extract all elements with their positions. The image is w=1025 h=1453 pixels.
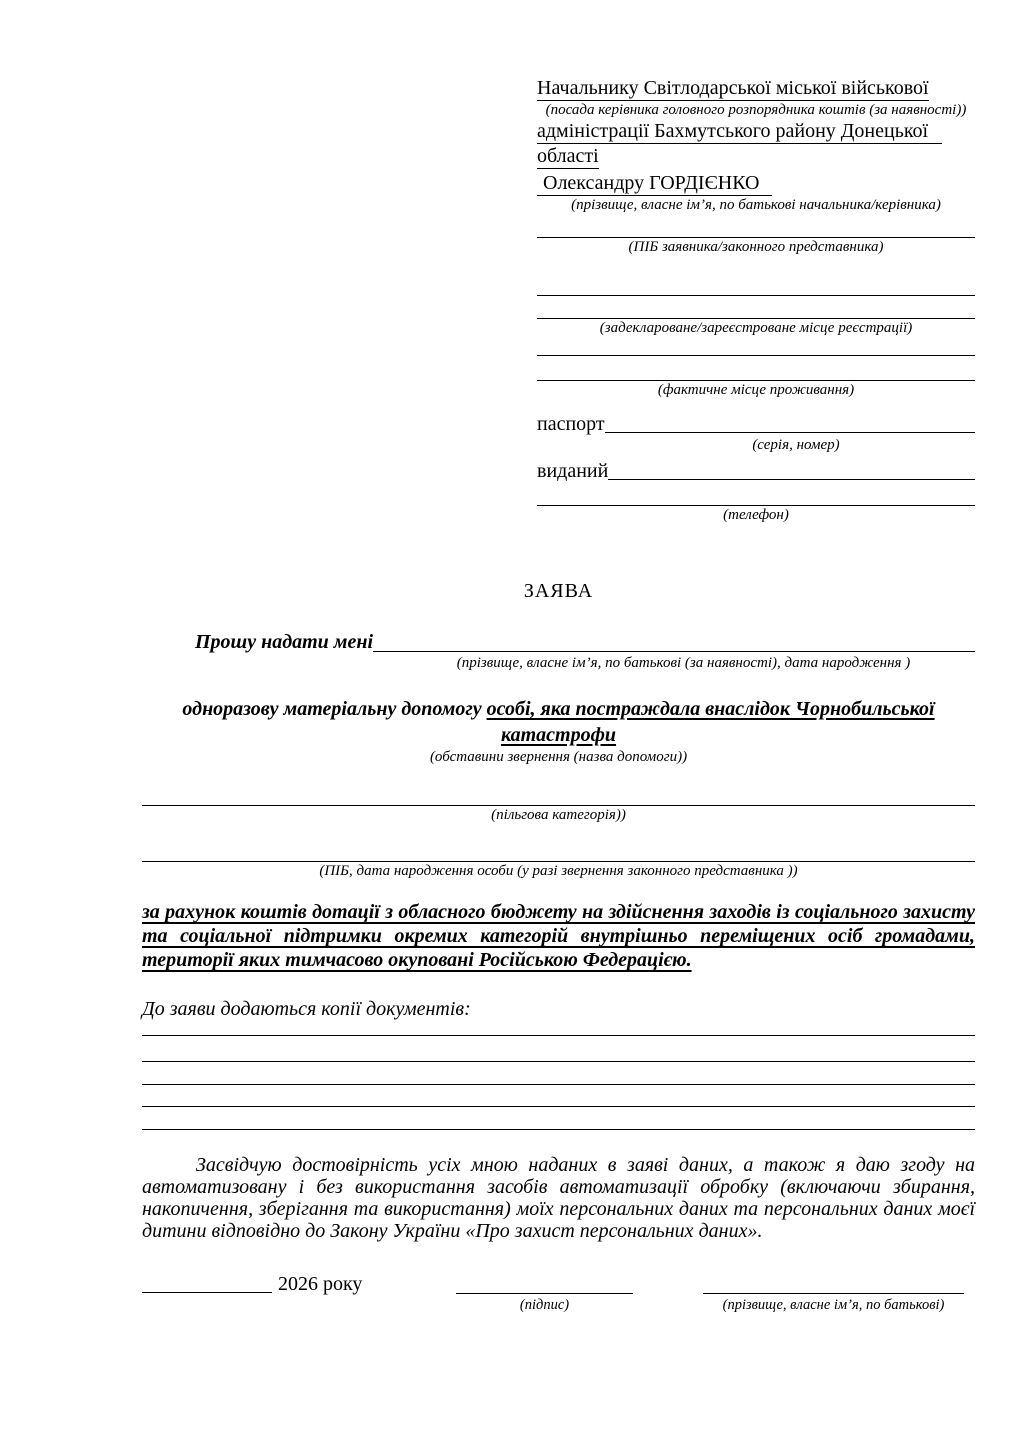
fullname-group: [703, 1272, 964, 1314]
addressee-line-3: [537, 144, 975, 169]
signature-field: [456, 1272, 633, 1294]
attachment-line-3: [142, 1084, 975, 1085]
issued-field: [608, 479, 975, 480]
addressee-line-2: [537, 119, 975, 144]
aid-clause-plain: одноразову матеріальну допомогу: [182, 698, 482, 720]
request-name-field: [373, 651, 975, 652]
aid-clause: [142, 696, 975, 748]
passport-label: паспорт: [537, 413, 605, 435]
caption-circumstances: (обставини звернення (назва допомоги)): [429, 749, 688, 765]
caption-registered-address: (задеклароване/зареєстроване місце реєстрації): [599, 320, 913, 336]
addressee-line-1-text: Начальнику Світлодарської міської військової: [537, 77, 929, 99]
signature-footer: [142, 1272, 975, 1314]
caption-fullname: (прізвище, власне ім’я, по батькові): [722, 1297, 945, 1313]
actual-address-field-1: [537, 355, 975, 356]
caption-request-name: (прізвище, власне ім’я, по батькові (за наявності), дата народження ): [456, 655, 911, 671]
addressee-block: [537, 0, 975, 524]
attachment-line-2: [142, 1061, 975, 1062]
signature-group: [456, 1272, 633, 1314]
document-body: [142, 580, 975, 1314]
caption-representative: (ПІБ, дата народження особи (у разі звернення законного представника )): [319, 863, 798, 879]
passport-field: [605, 432, 975, 433]
attachment-line-4: [142, 1106, 975, 1107]
attachment-line-1: [142, 1035, 975, 1036]
date-group: [142, 1272, 442, 1296]
attachments-lead: До заяви додаються копії документів:: [142, 998, 471, 1020]
addressee-name-line: [537, 171, 975, 196]
caption-passport: (серія, номер): [752, 437, 840, 453]
caption-actual-address: (фактичне місце проживання): [657, 382, 855, 398]
funding-clause: за рахунок коштів дотації з обласного бюджету на здійснення заходів із соціального захисту та соціальної підтримки окремих категорій внутрішньо переміщених осіб громадами, території яких тимчасово окуповані Російською Федерацією.: [142, 901, 975, 971]
addressee-line-3-text: області: [537, 145, 599, 167]
caption-category: (пільгова категорія)): [491, 807, 626, 823]
caption-applicant-name: (ПІБ заявника/законного представника): [628, 239, 884, 255]
passport-row: [537, 412, 975, 436]
document-title: ЗАЯВА: [523, 580, 594, 602]
addressee-name-text: Олександру ГОРДІЄНКО: [537, 172, 772, 196]
attachment-line-5: [142, 1129, 975, 1130]
issued-label: виданий: [537, 460, 609, 482]
request-row: [142, 630, 975, 654]
request-lead: Прошу надати мені: [195, 631, 374, 653]
caption-head-name: (прізвище, власне ім’я, по батькові начальника/керівника): [571, 197, 941, 213]
caption-head-position: (посада керівника головного розпорядника коштів (за наявності)): [545, 102, 967, 118]
date-field: [142, 1292, 272, 1293]
year-label: 2026 року: [278, 1273, 363, 1295]
caption-signature: (підпис): [519, 1297, 570, 1313]
issued-row: [537, 459, 975, 483]
addressee-line-1: [537, 76, 975, 101]
aid-clause-underlined: особі, яка постраждала внаслідок Чорнобильської катастрофи: [486, 698, 935, 746]
caption-phone: (телефон): [723, 507, 789, 523]
registered-address-field-1: [537, 295, 975, 296]
fullname-field: [703, 1272, 964, 1294]
consent-paragraph: Засвідчую достовірність усіх мною наданих в заяві даних, а також я даю згоду на автоматизовану і без використання засобів автоматизації обробку (включаючи збирання, накопичення, зберігання та використання) моїх персональних даних та персональних даних моєї дитини відповідно до Закону України «Про захист персональних даних».: [142, 1154, 975, 1242]
addressee-line-2-text: адміністрації Бахмутського району Донецької: [537, 120, 942, 144]
